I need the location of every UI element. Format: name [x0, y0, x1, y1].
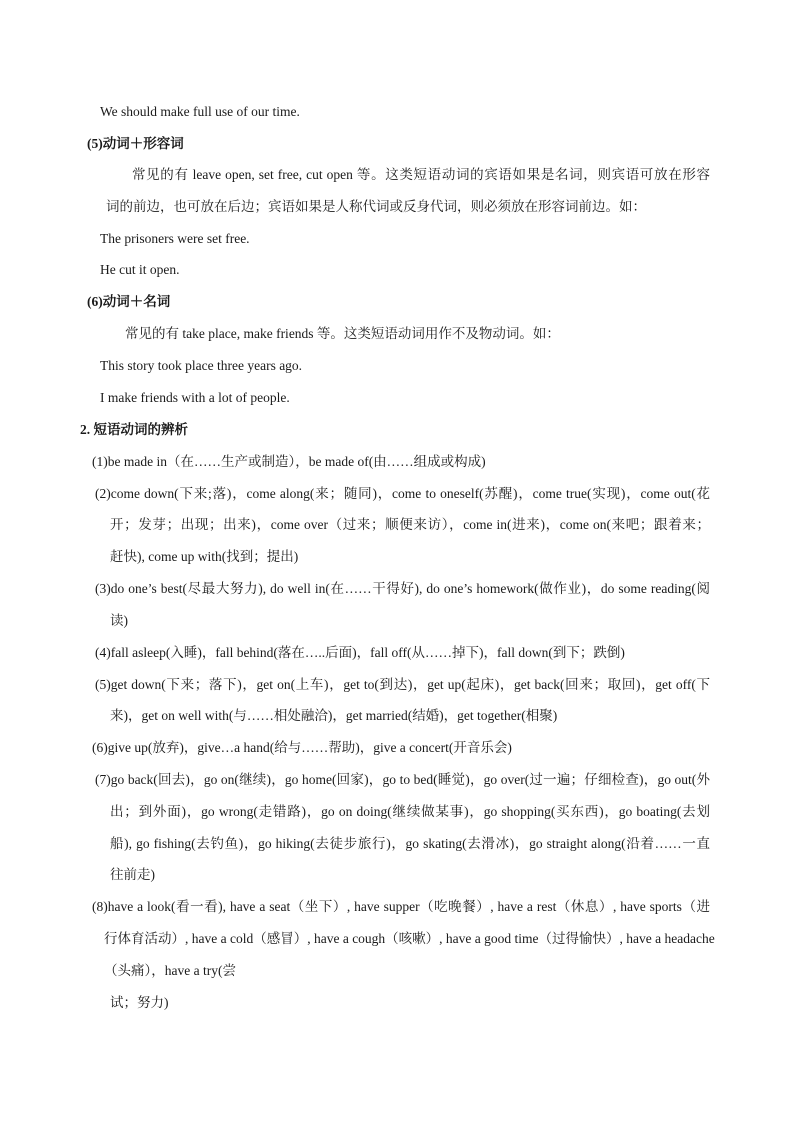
- section-heading-2: 2. 短语动词的辨析: [80, 422, 188, 437]
- list-item-continuation: 船), go fishing(去钓鱼)，go hiking(去徒步旅行)，go skating(去滑冰)，go straight along(沿着……一直: [110, 836, 710, 851]
- example-sentence: He cut it open.: [100, 262, 180, 277]
- list-item: (3)do one’s best(尽最大努力), do well in(在……干得好), do one’s homework(做作业)，do some reading(阅: [95, 581, 710, 596]
- list-item: (8)have a look(看一看), have a seat（坐下）, have supper（吃晚餐）, have a rest（休息）, have sports（进: [92, 899, 710, 914]
- example-sentence: The prisoners were set free.: [100, 231, 250, 246]
- list-item-continuation: （头痛），have a try(尝: [104, 963, 236, 978]
- subsection-heading-6: (6)动词＋名词: [87, 294, 171, 309]
- list-item-continuation: 赶快), come up with(找到；提出): [110, 549, 299, 564]
- list-item-continuation: 试；努力): [110, 995, 169, 1010]
- list-item: (6)give up(放弃)，give…a hand(给与……帮助)，give a concert(开音乐会): [92, 740, 512, 755]
- list-item-continuation: 出；到外面)，go wrong(走错路)，go on doing(继续做某事)，go shopping(买东西)，go boating(去划: [110, 804, 710, 819]
- paragraph-line: 常见的有 take place, make friends 等。这类短语动词用作不及物动词。如：: [125, 326, 560, 341]
- paragraph-line: 词的前边，也可放在后边；宾语如果是人称代词或反身代词，则必须放在形容词前边。如：: [106, 199, 646, 214]
- list-item-continuation: 行体育活动）, have a cold（感冒）, have a cough（咳嗽）, have a good time（过得愉快）, have a headache: [104, 931, 715, 946]
- list-item-continuation: 来)，get on well with(与……相处融洽)，get married(结婚)，get together(相聚): [110, 708, 558, 723]
- paragraph-line: 常见的有 leave open, set free, cut open 等。这类短语动词的宾语如果是名词，则宾语可放在形容: [132, 167, 710, 182]
- list-item-continuation: 读): [110, 613, 128, 628]
- example-sentence: We should make full use of our time.: [100, 104, 300, 119]
- list-item: (1)be made in（在……生产或制造），be made of(由……组成或构成): [92, 454, 486, 469]
- list-item-continuation: 开；发芽；出现；出来)，come over（过来；顺便来访），come in(进来)，come on(来吧；跟着来；: [110, 517, 710, 532]
- list-item: (2)come down(下来;落)，come along(来；随同)，come to oneself(苏醒)，come true(实现)，come out(花: [95, 486, 710, 501]
- example-sentence: This story took place three years ago.: [100, 358, 303, 373]
- list-item: (7)go back(回去)，go on(继续)，go home(回家)，go to bed(睡觉)，go over(过一遍；仔细检查)，go out(外: [95, 772, 710, 787]
- list-item: (5)get down(下来；落下)，get on(上车)，get to(到达)，get up(起床)，get back(回来；取回)，get off(下: [95, 677, 710, 692]
- example-sentence: I make friends with a lot of people.: [100, 390, 290, 405]
- list-item: (4)fall asleep(入睡)，fall behind(落在…..后面)，fall off(从……掉下)，fall down(到下；跌倒): [95, 645, 625, 660]
- list-item-continuation: 往前走): [110, 867, 155, 882]
- subsection-heading-5: (5)动词＋形容词: [87, 136, 184, 151]
